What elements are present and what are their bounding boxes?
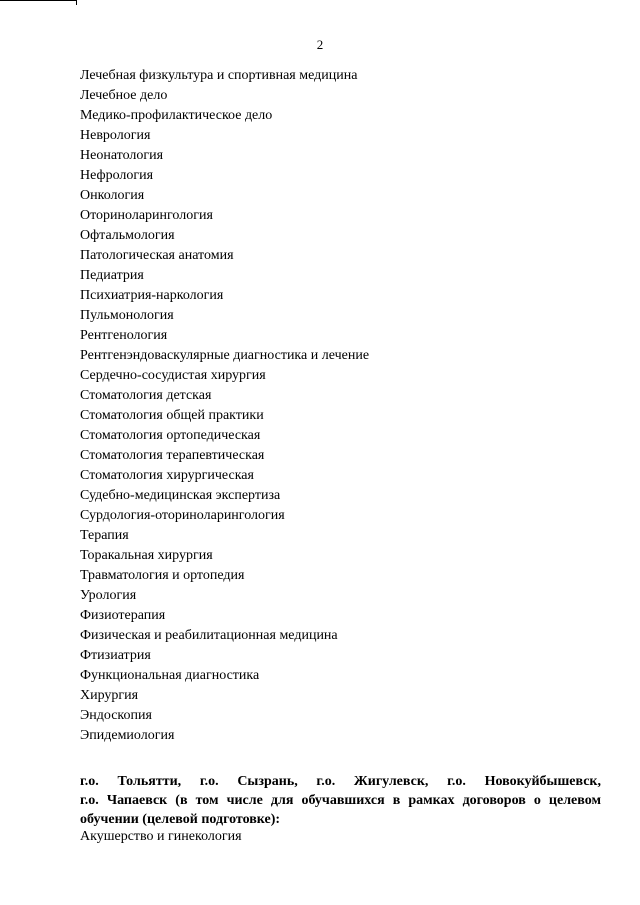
- list-item: Сурдология-оториноларингология: [80, 508, 285, 523]
- list-item: Неврология: [80, 128, 151, 143]
- list-item: Оториноларингология: [80, 208, 213, 223]
- list-item: Пульмонология: [80, 308, 174, 323]
- list-item: Лечебная физкультура и спортивная медицина: [80, 68, 358, 83]
- list-item: Патологическая анатомия: [80, 248, 234, 263]
- region-heading: [80, 772, 601, 829]
- list-item: Стоматология ортопедическая: [80, 428, 261, 443]
- list-item: Медико-профилактическое дело: [80, 108, 273, 123]
- list-item: Стоматология общей практики: [80, 408, 264, 423]
- scan-corner-tick: [76, 0, 77, 5]
- list-item: Педиатрия: [80, 268, 144, 283]
- list-item: Физиотерапия: [80, 608, 166, 623]
- list-item: Физическая и реабилитационная медицина: [80, 628, 338, 643]
- list-item: Психиатрия-наркология: [80, 288, 224, 303]
- list-item: Торакальная хирургия: [80, 548, 213, 563]
- region-heading-line1: г.о. Тольятти, г.о. Сызрань, г.о. Жигулевск, г.о. Новокуйбышевск,: [80, 774, 601, 789]
- list-item: Рентгенология: [80, 328, 168, 343]
- list-item: Стоматология хирургическая: [80, 468, 254, 483]
- list-item: Акушерство и гинекология: [80, 829, 242, 844]
- list-item: Стоматология детская: [80, 388, 212, 403]
- list-item: Травматология и ортопедия: [80, 568, 245, 583]
- list-item: Эпидемиология: [80, 728, 175, 743]
- list-item: Хирургия: [80, 688, 139, 703]
- list-item: Эндоскопия: [80, 708, 152, 723]
- list-item: Сердечно-сосудистая хирургия: [80, 368, 266, 383]
- list-item: Нефрология: [80, 168, 154, 183]
- scan-corner-line: [0, 0, 76, 1]
- region-heading-rest: г.о. Чапаевск (в том числе для обучавшихся в рамках договоров о целевом обучении (целевой подготовке):: [80, 793, 601, 827]
- list-item: Урология: [80, 588, 137, 603]
- list-item: Онкология: [80, 188, 145, 203]
- list-item: Офтальмология: [80, 228, 175, 243]
- list-item: Неонатология: [80, 148, 164, 163]
- list-item: Терапия: [80, 528, 129, 543]
- list-item: Функциональная диагностика: [80, 668, 260, 683]
- list-item: Рентгенэндоваскулярные диагностика и лечение: [80, 348, 370, 363]
- list-item: Стоматология терапевтическая: [80, 448, 265, 463]
- list-item: Лечебное дело: [80, 88, 168, 103]
- list-item: Судебно-медицинская экспертиза: [80, 488, 281, 503]
- specialty-list: [80, 66, 369, 746]
- list-item: Фтизиатрия: [80, 648, 151, 663]
- page-number: 2: [316, 37, 324, 52]
- region-specialty-list: [80, 827, 242, 847]
